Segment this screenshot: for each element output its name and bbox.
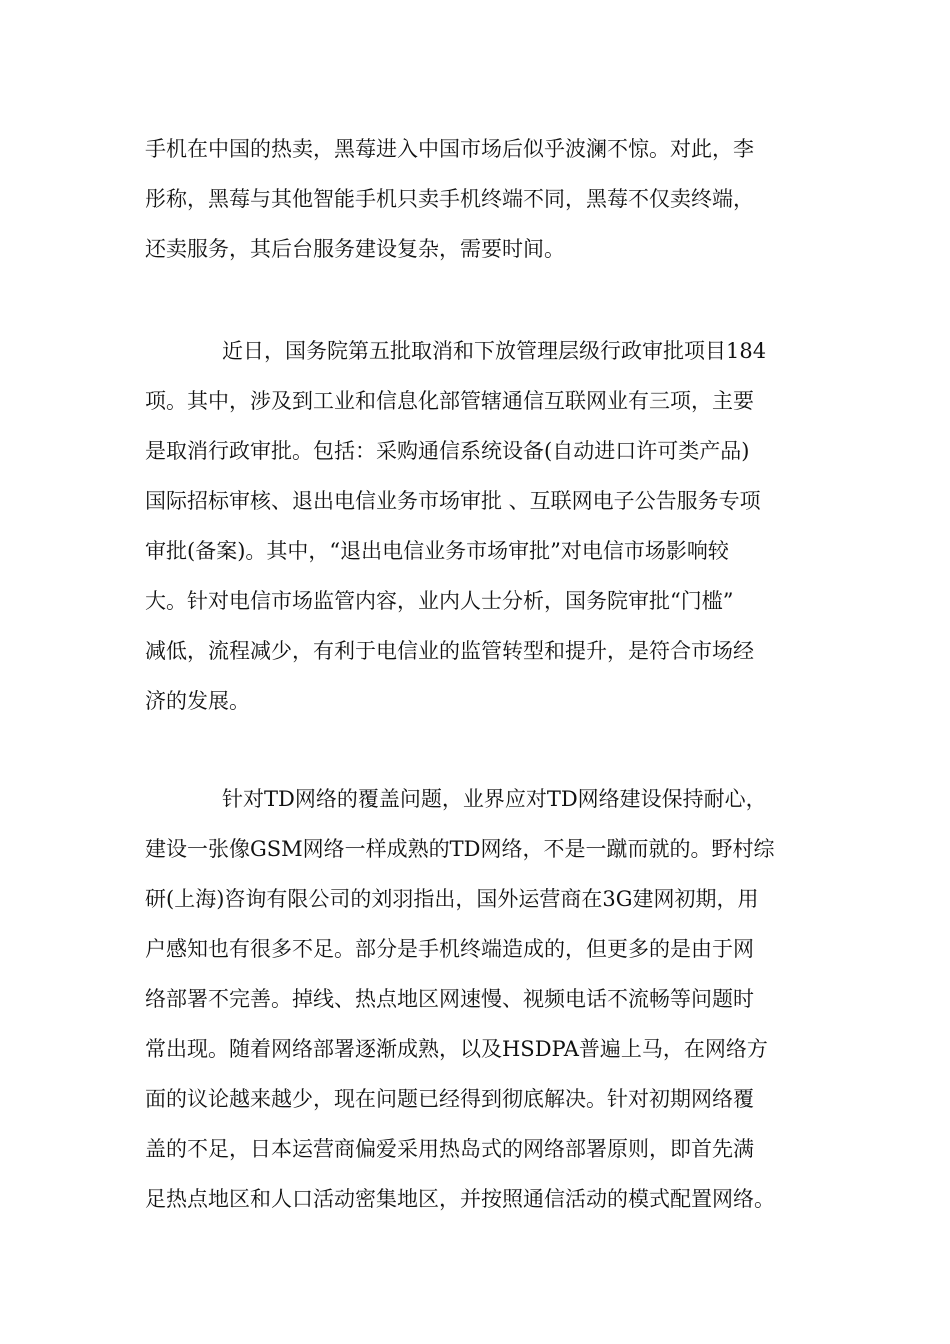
text-line: 济的发展。 bbox=[145, 689, 250, 713]
text-line: 常出现。随着网络部署逐渐成熟，以及HSDPA普遍上马，在网络方 bbox=[145, 1037, 768, 1061]
text-line: 彤称，黑莓与其他智能手机只卖手机终端不同，黑莓不仅卖终端， bbox=[145, 187, 754, 211]
text-line: 还卖服务，其后台服务建设复杂，需要时间。 bbox=[145, 237, 565, 261]
text-line: 近日，国务院第五批取消和下放管理层级行政审批项目184 bbox=[222, 339, 767, 363]
text-line: 户感知也有很多不足。部分是手机终端造成的，但更多的是由于网 bbox=[145, 937, 754, 961]
text-line: 研(上海)咨询有限公司的刘羽指出，国外运营商在3G建网初期，用 bbox=[145, 887, 759, 911]
text-line: 是取消行政审批。包括：采购通信系统设备(自动进口许可类产品) bbox=[145, 439, 750, 463]
text-line: 国际招标审核、退出电信业务市场审批 、互联网电子公告服务专项 bbox=[145, 489, 761, 513]
text-line: 络部署不完善。掉线、热点地区网速慢、视频电话不流畅等问题时 bbox=[145, 987, 754, 1011]
text-line: 建设一张像GSM网络一样成熟的TD网络，不是一蹴而就的。野村综 bbox=[145, 837, 775, 861]
text-line: 针对TD网络的覆盖问题，业界应对TD网络建设保持耐心， bbox=[222, 787, 767, 811]
text-line: 项。其中，涉及到工业和信息化部管辖通信互联网业有三项，主要 bbox=[145, 389, 754, 413]
text-line: 大。针对电信市场监管内容，业内人士分析，国务院审批“门槛” bbox=[145, 589, 734, 613]
text-line: 手机在中国的热卖，黑莓进入中国市场后似乎波澜不惊。对此，李 bbox=[145, 137, 754, 161]
text-line: 减低，流程减少，有利于电信业的监管转型和提升，是符合市场经 bbox=[145, 639, 754, 663]
text-line: 面的议论越来越少，现在问题已经得到彻底解决。针对初期网络覆 bbox=[145, 1087, 754, 1111]
text-line: 审批(备案)。其中，“退出电信业务市场审批”对电信市场影响较 bbox=[145, 539, 729, 563]
text-line: 足热点地区和人口活动密集地区，并按照通信活动的模式配置网络。 bbox=[145, 1187, 775, 1211]
text-line: 盖的不足，日本运营商偏爱采用热岛式的网络部署原则，即首先满 bbox=[145, 1137, 754, 1161]
